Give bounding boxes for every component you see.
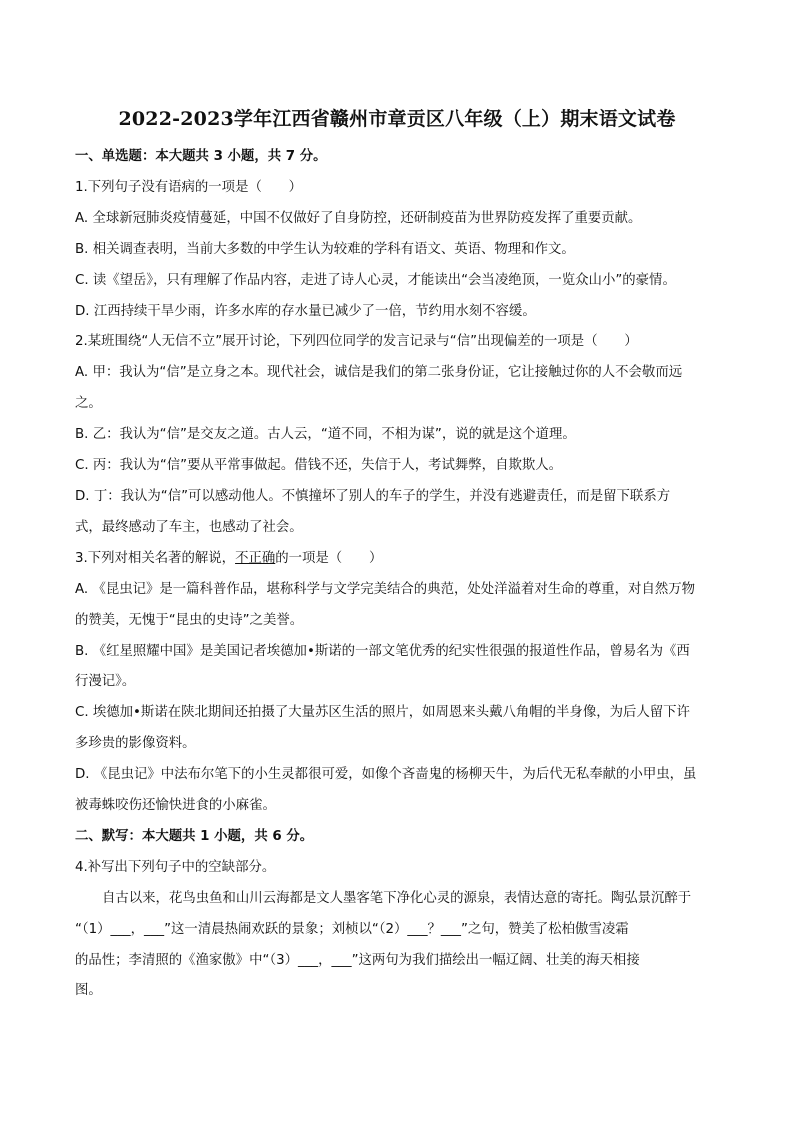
option-a-line-1: A. 《昆虫记》是一篇科普作品，堪称科学与文学完美结合的典范，处处洋溢着对生命的尊重，对自然万物 — [75, 581, 696, 597]
passage-line-1: 自古以来，花鸟虫鱼和山川云海都是文人墨客笔下净化心灵的源泉，表情达意的寄托。陶弘景沉醉于 — [102, 890, 692, 906]
option-b-line-2: 行漫记》。 — [75, 674, 136, 690]
option-c-line-1: C. 埃德加•斯诺在陕北期间还拍摄了大量苏区生活的照片，如周恩来头戴八角帽的半身像，为后人留下许 — [75, 705, 690, 721]
section-heading-single-choice: 一、单选题：本大题共 3 小题，共 7 分。 — [75, 149, 327, 164]
page-title: 2022-2023学年江西省赣州市章贡区八年级（上）期末语文试卷 — [118, 108, 676, 130]
question-1 — [75, 173, 720, 328]
option-b-line-1: B. 《红星照耀中国》是美国记者埃德加•斯诺的一部文笔优秀的纪实性很强的报道性作品，曾易名为《西 — [75, 643, 690, 659]
section-heading-dictation: 二、默写：本大题共 1 小题，共 6 分。 — [75, 828, 314, 844]
passage-line-4: 图。 — [75, 983, 102, 999]
question-stem: 4.补写出下列句子中的空缺部分。 — [75, 859, 276, 875]
stem-emphasis: 不正确 — [235, 550, 276, 566]
option-a-line-1: A. 甲：我认为“信”是立身之本。现代社会，诚信是我们的第二张身份证，它让接触过你的人不会敬而远 — [75, 365, 683, 381]
option-c: C. 丙：我认为“信”要从平常事做起。借钱不还，失信于人，考试舞弊，自欺欺人。 — [75, 458, 563, 474]
option-d-line-1: D. 丁：我认为“信”可以感动他人。不慎撞坏了别人的车子的学生，并没有逃避责任，而是留下联系方 — [75, 488, 671, 504]
option-b: B. 乙：我认为“信”是交友之道。古人云，“道不同，不相为谋”，说的就是这个道理。 — [75, 427, 576, 443]
option-d: D. 江西持续干旱少雨，许多水库的存水量已减少了一倍，节约用水刻不容缓。 — [75, 303, 536, 319]
option-d-line-2: 式，最终感动了车主，也感动了社会。 — [75, 519, 303, 535]
stem-prefix: 3.下列对相关名著的解说， — [75, 550, 236, 566]
option-b: B. 相关调查表明，当前大多数的中学生认为较难的学科有语文、英语、物理和作文。 — [75, 241, 575, 257]
question-stem: 2.某班围绕“人无信不立”展开讨论，下列四位同学的发言记录与“信”出现偏差的一项是（ ） — [75, 334, 638, 350]
exam-content — [75, 142, 720, 1007]
option-a-line-2: 的赞美，无愧于“昆虫的史诗”之美誉。 — [75, 612, 304, 628]
option-d-line-1: D. 《昆虫记》中法布尔笔下的小生灵都很可爱，如像个吝啬鬼的杨柳天牛，为后代无私奉献的小甲虫，虽 — [75, 767, 697, 783]
stem-suffix: 的一项是（ ） — [275, 550, 383, 566]
passage-line-2: “（1）___，___”这一清晨热闹欢跃的景象；刘桢以“（2）___？___”之句，赞美了松柏傲雪凌霜 — [75, 921, 629, 937]
passage-line-3: 的品性；李清照的《渔家傲》中“（3）___，___”这两句为我们描绘出一幅辽阔、壮美的海天相接 — [75, 952, 640, 968]
option-a: A. 全球新冠肺炎疫情蔓延，中国不仅做好了自身防控，还研制疫苗为世界防疫发挥了重要贡献。 — [75, 210, 642, 226]
option-c-line-2: 多珍贵的影像资料。 — [75, 736, 196, 752]
option-d-line-2: 被毒蛛咬伤还愉快进食的小麻雀。 — [75, 798, 276, 814]
question-stem — [75, 544, 720, 575]
question-3 — [75, 544, 720, 822]
option-a-line-2: 之。 — [75, 396, 102, 412]
question-stem: 1.下列句子没有语病的一项是（ ） — [75, 179, 303, 195]
question-4 — [75, 853, 720, 1008]
option-c: C. 读《望岳》，只有理解了作品内容，走进了诗人心灵，才能读出“会当凌绝顶，一览众山小”的豪情。 — [75, 272, 676, 288]
question-2 — [75, 327, 720, 543]
